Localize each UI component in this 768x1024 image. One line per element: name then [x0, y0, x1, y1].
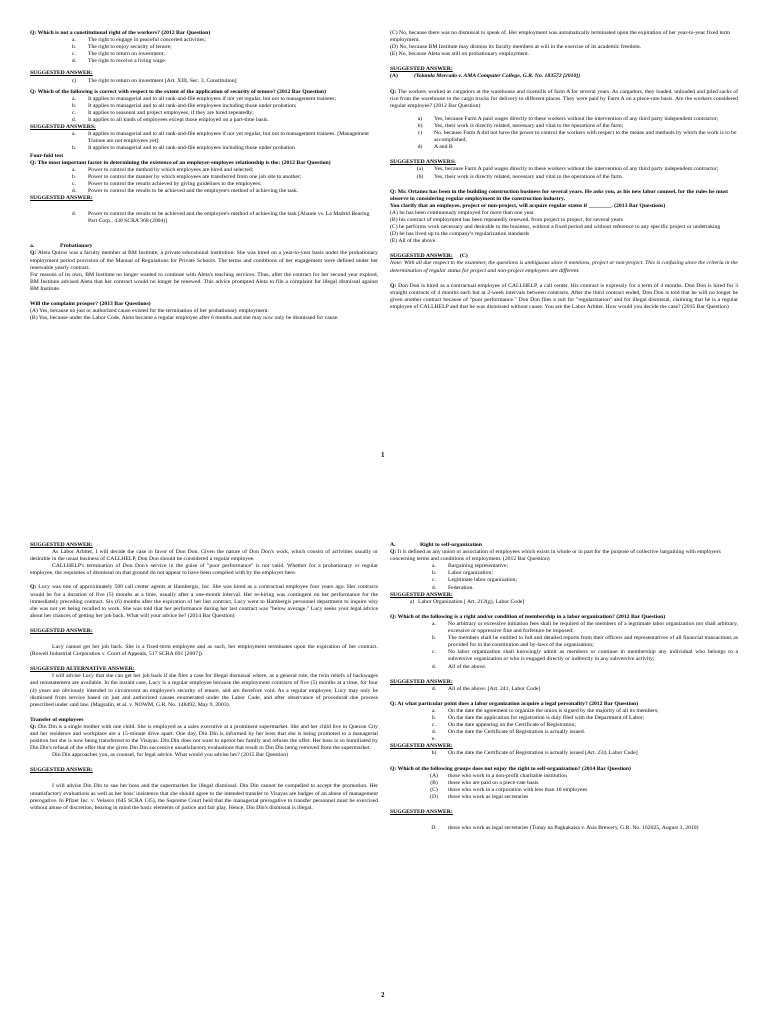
- option-item: b. On the date the application for registration is duly filed with the Department of Labor;: [431, 714, 645, 721]
- options-list: [390, 563, 738, 591]
- option-item: (D) he has lived up to the company's regularization standards: [390, 231, 530, 238]
- question-don-don: Q: Don Don is hired as a contractual employee of CALLHELP, a call center. His contract is expressly for a term of 4 months. Don Don is hired for 3 straight contracts of 4 months each but at 2-week intervals between contracts. After the third contract ended, Don Don is told that he will no longer be given another contract because of "poor performance." Don Don files a suit for "regularization" and for illegal dismissal, claiming that he is a regular employee of CALLHELP and that he was dismissed without cause. You are the Labor Arbiter. How would you decide the case? (2015 Bar Question): [390, 282, 738, 310]
- option-item: c) No, because Farm A did not have the power to control the workers with respect to the means and methods by which the work is to be accomplished;: [417, 130, 737, 144]
- suggested-answer-label: SUGGESTED ANSWER:: [390, 809, 453, 815]
- suggested-answer: d. Power to control the results to be achieved and the employee's method of achieving the task [Ahante vs. La Madrid Bearing Part Corp., 430 SCRA 368 (2004)]: [71, 211, 370, 225]
- option-item: (E) No, because Aleta was still on probationary employment.: [390, 51, 529, 58]
- question-legal-personality: Q: At what particular point does a labor organization acquire a legal personality? (2012 Bar Question): [390, 700, 639, 707]
- section-heading-probationary: a. Probationary: [30, 243, 93, 250]
- options-list: [390, 621, 738, 671]
- option-item: (E) All of the above.: [390, 238, 437, 245]
- section-heading-transfer: Transfer of employees: [30, 716, 84, 723]
- document-page-2: [0, 518, 768, 1024]
- option-item: (A) he has been continuously employed for more than one year: [390, 209, 534, 216]
- suggested-answer: (A) (Yolanda Mercado v. AMA Computer College, G.R. No. 183572 [2010]): [390, 73, 581, 80]
- suggested-answer: d. All of the above. [Art. 241, Labor Code]: [431, 685, 541, 692]
- option-item: b. Power to control the manner by which employees are transferred from one job site to another;: [71, 173, 302, 180]
- option-item: d. On the date the Certificate of Registration is actually issued.: [431, 729, 586, 736]
- question-employer-employee: Q: The most important factor in determining the existence of an employer-employee relationship is the: (2012 Bar Question): [30, 159, 331, 166]
- answer-paragraph: I will advise Din Din to sue her boss and the supermarket for illegal dismissal. Din Din cannot be compelled to accept the promotion. Her unsatisfactory evaluations as well as her boss' insistence that she should agree to the intended transfer to Visayas are badges of an abuse of management prerogative. In Pfizer Inc. v. Velasco (645 SCRA 135), the Supreme Court held that the managerial prerogative to transfer personnel must be exercised without abuse of discretion, bearing in mind the basic elements of justice and fair play. Hence, Din Din's dismissal is illegal.: [30, 783, 378, 811]
- question-ortanez: Q: Mr. Ortanez has been in the building construction business for several years. He asks you, as his new labor counsel, for the rules he must observe in considering regular employment in the construction industry.: [390, 188, 729, 202]
- suggested-answer: D. those who work as legal secretaries (Tunay na Pagkakaisa v. Asia Brewery, G.R. No. 162025, August 3, 2010): [431, 825, 699, 832]
- suggested-answer-label: SUGGESTED ANSWER:: [390, 66, 453, 73]
- options-list: [30, 37, 378, 65]
- suggested-answer: a) Labor Organization [ Art. 212(g), Labor Code]: [409, 598, 525, 605]
- suggested-answer-label: SUGGESTED ANSWER:: [30, 767, 93, 774]
- option-item: c. Power to control the results achieved by giving guidelines to the employees;: [72, 180, 262, 187]
- option-item: d. All of the above.: [431, 663, 487, 670]
- question-labor-organization: Q: It is defined as any union or association of employees which exists in whole or in part for the purpose of collective bargaining with employers concerning terms and conditions of employment. (2012 Bar Question): [390, 549, 721, 563]
- option-item: (A) those who work in a non-profit charitable institution: [430, 772, 567, 779]
- option-item: b. Labor organization;: [431, 570, 493, 577]
- answer-paragraph: CALLHELP's termination of Don Don's service in the guise of "poor performance" is not valid. Whether for a probationary or regular employee, the requisites of dismissal on that ground do not appear to have been complied with by the employer here.: [30, 563, 378, 577]
- answers-list: [390, 166, 738, 180]
- question-lucy: Q: Lucy was one of approximately 500 call center agents at Hambergis, Inc. She was hired as a contractual employee four years ago. Her contracts would be for a duration of five (5) months at a time, usually after a one-month interval. Her re-hiring was contingent on her performance for the immediately preceding contract. Six (6) months after the expiration of her last contract, Lucy went to Hambergis personnel department to inquire why she was not yet being recalled to work. She was told that her performance during her last contract was "below average." Lucy seeks your legal advice about her chances of getting her job back. What will your advice be? (2014 Bar Question): [30, 584, 378, 619]
- document-page-1: [0, 0, 768, 506]
- option-item: e.: [432, 736, 436, 743]
- option-item: (C) he performs work necessary and desirable to the business, without a fixed period and without reference to any specific project or undertaking: [390, 224, 721, 231]
- option-item: d) A and B: [417, 144, 453, 151]
- page1-left-column: [30, 30, 378, 322]
- suggested-alternative-answer-label: SUGGESTED ALTERNATIVE ANSWER:: [30, 666, 135, 673]
- option-item: b) Yes, their work is directly related, necessary and vital to the operations of the farm;: [417, 122, 624, 129]
- suggested-answer-label: SUGGESTED ANSWER:: [30, 195, 93, 202]
- suggested-answer-label: SUGGESTED ANSWER:: [30, 70, 93, 77]
- option-item: (A) Yes, because no just or authorized cause existed for the termination of her probationary employment.: [30, 308, 269, 315]
- option-item: (B) Yes, because under the Labor Code, Aleta became a regular employee after 6 months and she may now only be dismissed for cause.: [30, 315, 339, 322]
- option-item: c. It applies to seasonal and project employees, if they are hired repeatedly;: [72, 109, 254, 116]
- suggested-answer: b) On the date the Certificate of Registration is actually issued [Art. 234, Labor Code]: [431, 750, 638, 757]
- option-item: a. On the date the agreement to organize the union is signed by the majority of all its members;: [432, 707, 659, 714]
- option-item: a. It applies to managerial and to all rank-and-file employees if not yet regular, but not to management trainees;: [72, 95, 337, 102]
- suggested-answers-label: SUGGESTED ANSWERS:: [390, 159, 456, 166]
- suggested-answer-label: SUGGESTED ANSWER:: [390, 591, 453, 598]
- option-item: c. Legitimate labor organization;: [432, 577, 518, 584]
- option-item: (D) those who work as legal secretaries: [430, 793, 529, 800]
- question-security-of-tenure: Q: Which of the following is correct with respect to the extent of the application of security of tenure? (2012 Bar Question): [30, 88, 326, 95]
- option-item: a. Bargaining representative;: [432, 563, 509, 570]
- option-item: c. On the date appearing on the Certificate of Registration;: [432, 722, 576, 729]
- suggested-answer: SUGGESTED ANSWER: (C): [390, 253, 468, 260]
- options-list: [30, 96, 378, 124]
- suggested-answer-label: SUGGESTED ANSWER:: [390, 743, 453, 750]
- page-number: 2: [381, 991, 385, 999]
- question-din-din: Q: Din Din is a single mother with one child. She is employed as a sales executive at a prominent supermarket. She and her child live in Quezon City and her residence and workplace are a 15-minute drive apart. One day, Din Din is informed by her boss that she is being promoted to a managerial position but she is now being transferred to the Visayas. Din Din does not want to uproot her family and refuses the offer. Her boss is so humiliated by Din Din's refusal of the offer that she gives Din Din successive unsatisfactory evaluations that result in Din Din being removed from the supermarket.: [30, 723, 379, 752]
- question-constitutional-rights: Q: Which is not a constitutional right of the workers? (2012 Bar Question): [30, 30, 211, 36]
- option-item: a. No arbitrary or excessive initiation fees shall be required of the members of a legitimate labor organization nor shall arbitrary, excessive or oppressive fine and forfeiture be imposed;: [432, 620, 738, 635]
- option-item: d. Federation.: [431, 584, 474, 591]
- option-item: (D) No, because BM Institute may dismiss its faculty members at will in the exercise of its academic freedom.: [390, 44, 642, 51]
- option-item: (B) those who are paid on a piece-rate basis: [430, 779, 539, 786]
- answer-note: Note: With all due respect to the examiner, the questions is ambiguous since it mentions, project or non-project. This is confusing since the criteria in the determination of regular status for project and non-project employees are different.: [390, 260, 738, 274]
- answer-paragraph: Lucy cannot get her job back. She is a fixed-term employee and as such, her employment terminates upon the expiration of her contract. (Rowell Industrial Corporation v. Court of Appeals, 517 SCRA 691 [2007]).: [30, 644, 378, 658]
- options-list: [390, 773, 738, 801]
- option-item: a. Power to control the method by which employees are hired and selected;: [72, 166, 254, 173]
- suggested-answer: (a) Yes, because Farm A paid wages directly to these workers without the intervention of any third party independent contractor;: [416, 166, 719, 173]
- option-item: (C) No, because there was no dismissal to speak of. Her employment was automatically terminated upon the expiration of her year-to-year fixed term employment.: [390, 30, 731, 44]
- question-complaint-prosper: Will the complaint prosper? (2013 Bar Questions): [30, 301, 151, 307]
- answer-paragraph: As Labor Arbiter, I will decide the case in favor of Don Don. Given the nature of Don Don's work, which consist of activities usually or desirable in the usual business of CALLHELP, Don Don should be considered a regular employee.: [30, 549, 378, 563]
- option-item: b. It applies to managerial and to all rank-and-file employees including those under probation;: [71, 102, 297, 109]
- question-aleta-quiros-cont: For reasons of its own, BM Institute no longer wanted to continue with Aleta's teaching services. Thus, after the contract for her second year expired, BM Institute advised Aleta that her contract would no longer be renewed. This advice prompted Aleta to file a complaint for illegal dismissal against BM Institute.: [30, 271, 378, 292]
- question-cargadors: Q: The workers worked as cargadors at the warehouse and ricemills of farm A for several years. As cargadors, they loaded, unloaded and piled sacks of rice from the warehouse to the cargo trucks for delivery to different places. They were paid by Farm A on a piece-rate basis. Are the workers considered regular employee? (2012 Bar Question): [390, 88, 738, 109]
- option-item: (C) those who work in a corporation with less than 10 employees: [430, 786, 588, 793]
- suggested-answer: c) The right to return on investment [Art. XIII, Sec. 3, Constitution]: [71, 77, 237, 84]
- option-item: d. The right to receive a living wage.: [71, 58, 167, 65]
- option-item: b. The members shall be entitled to full and detailed reports from their officers and representatives of all financial transactions as provided for in the constitution and by-laws of the organization;: [431, 635, 738, 649]
- question-din-din-cont: Din Din approaches you, as counsel, for legal advice. What would you advise her? (2015 Bar Question): [52, 752, 289, 759]
- suggested-answer-label: SUGGESTED ANSWER:: [390, 678, 453, 685]
- option-item: c. The right to return on investment;: [72, 51, 165, 58]
- section-heading-self-organization: A. Right to self-organization: [390, 542, 482, 548]
- question-membership: Q: Which of the following is a right and/or condition of membership in a labor organization? (2012 Bar Question): [390, 613, 666, 620]
- option-item: (B) his contract of employment has been repeatedly renewed, from project to project, for several years: [390, 216, 623, 223]
- option-item: c. No labor organization shall knowingly admit as members or continue in membership any individual who belongs to a subversive organization or who is engaged directly or indirectly in any subversive activity;: [432, 649, 738, 663]
- suggested-answer: a. It applies to managerial and to all rank-and-file employees if not yet regular, but not to management trainees. [Management Trainee are not employees yet].: [72, 131, 369, 145]
- question-self-organization-groups: Q: Which of the following groups does not enjoy the right to self-organization? (2014 Bar Question): [390, 765, 631, 772]
- option-item: d. It applies to all kinds of employees except those employed on a part-time basis.: [71, 117, 269, 124]
- suggested-answer-label: SUGGESTED ANSWER:: [30, 627, 93, 634]
- option-item: a. The right to engage in peaceful concerted activities;: [72, 37, 206, 44]
- option-item: d. Power to control the results to be achieved and the employee's method of achieving the task.: [71, 187, 299, 194]
- page2-right-column: [390, 542, 738, 832]
- suggested-answer: (b) Yes, their work is directly related, necessary and vital to the operations of the farm.: [416, 173, 624, 180]
- options-list: [30, 167, 378, 195]
- suggested-answers-label: SUGGESTED ANSWERS:: [30, 124, 96, 131]
- question-aleta-quiros: Q: Aleta Quiros was a faculty member at BM Institute, a private educational institution. She was hired on a year-to-year basis under the probationary employment period provision of the Manual of Regulations for Private Schools. The terms and conditions of her engagement were defined under her renewable yearly contract.: [30, 250, 378, 271]
- suggested-answer-label: SUGGESTED ANSWER:: [30, 542, 93, 548]
- option-item: a) Yes, because Farm A paid wages directly to these workers without the intervention of any third party independent contractor;: [417, 115, 719, 122]
- page1-right-column: [390, 30, 738, 311]
- answer-paragraph: I will advise Lucy that she can get her job back if she files a case for illegal dismissal where, as a general rule, the twin reliefs of backwages and reinstatement are available. In the instant case, Lucy is a regular employee because the employment contracts of five (5) months at a time, for four (4) years are obviously intended to circumvent an employee's security of tenure, and are therefore void. As a regular employee, Lucy may only be dismissed from service based on just and authorized causes enumerated under the Labor Code, and after observance of procedural due process prescribed under said law. (Magsalin, et al. v. NOWM, G.R. No. 148492, May 9, 2003).: [30, 673, 378, 708]
- option-item: b. The right to enjoy security of tenure;: [71, 44, 172, 51]
- suggested-answer: b. It applies to managerial and to all rank-and-file employees including those under probation: [71, 145, 295, 152]
- question-ortanez-cont: You clarify that an employee, project or non-project, will acquire regular status if ________. (2013 Bar Questions): [390, 202, 666, 209]
- page2-left-column: [30, 542, 378, 812]
- options-list: [390, 708, 738, 743]
- options-list: [390, 116, 738, 151]
- section-heading-four-fold-test: Four-fold test: [30, 152, 64, 159]
- page-number: 1: [381, 451, 385, 459]
